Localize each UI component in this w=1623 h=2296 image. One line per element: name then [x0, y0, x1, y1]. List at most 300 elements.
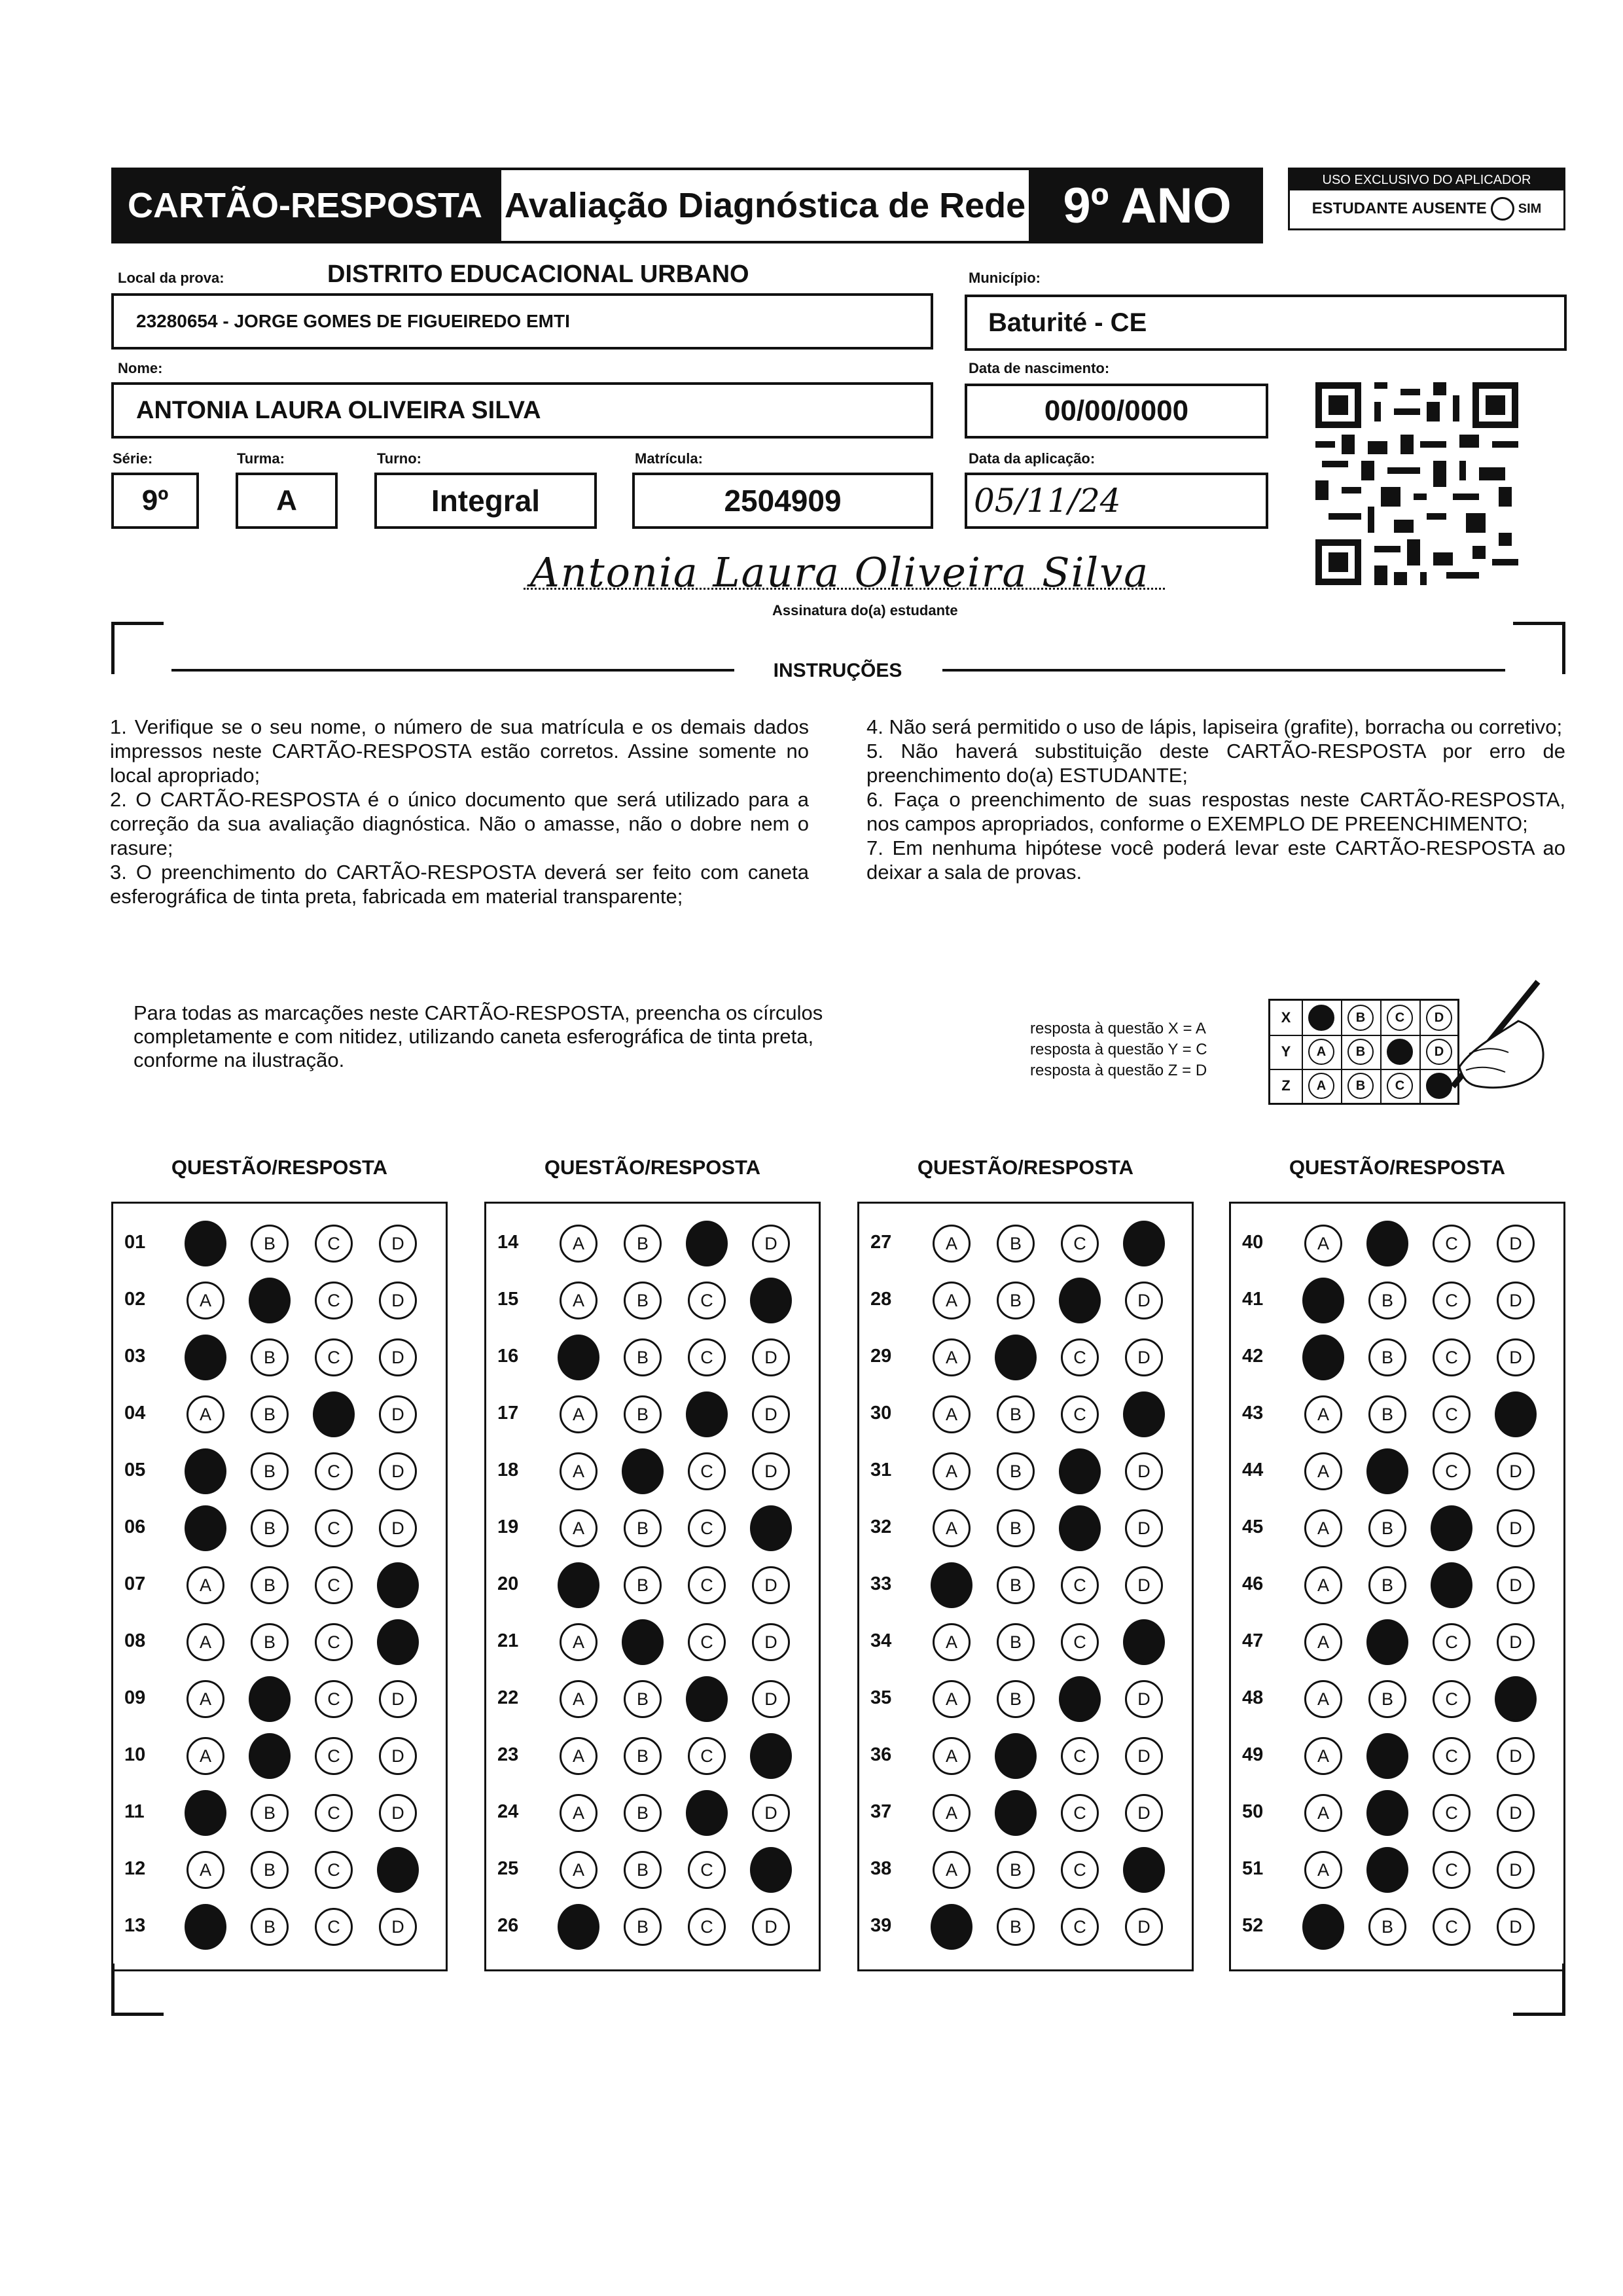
answer-bubble-20-c[interactable]: C: [688, 1566, 726, 1604]
answer-bubble-08-d[interactable]: [377, 1619, 419, 1665]
municipio-label: Município:: [969, 270, 1041, 286]
answer-bubble-38-c[interactable]: C: [1061, 1851, 1099, 1889]
instruction-1: 1. Verifique se o seu nome, o número de sua matrícula e os demais dados impressos neste CARTÃO-RESPOSTA estão corretos. Assine somente no local apropriado;: [110, 715, 809, 787]
answer-bubble-12-a[interactable]: A: [187, 1851, 224, 1889]
answer-bubble-11-b[interactable]: B: [251, 1794, 289, 1832]
example-bubble: C: [1387, 1073, 1413, 1099]
answer-bubble-30-b[interactable]: B: [997, 1395, 1035, 1433]
answer-bubble-08-c[interactable]: C: [315, 1623, 353, 1661]
column-title: QUESTÃO/RESPOSTA: [544, 1156, 761, 1179]
answer-bubble-26-b[interactable]: B: [624, 1908, 662, 1946]
answer-bubble-25-c[interactable]: C: [688, 1851, 726, 1889]
answer-bubble-24-c[interactable]: [686, 1790, 728, 1836]
answer-bubble-34-b[interactable]: B: [997, 1623, 1035, 1661]
answer-bubble-04-d[interactable]: D: [379, 1395, 417, 1433]
answer-bubble-11-d[interactable]: D: [379, 1794, 417, 1832]
answer-bubble-04-a[interactable]: A: [187, 1395, 224, 1433]
answer-bubble-01-a[interactable]: [185, 1221, 226, 1266]
answer-bubble-42-a[interactable]: [1302, 1335, 1344, 1380]
answer-bubble-03-d[interactable]: D: [379, 1338, 417, 1376]
answer-bubble-42-d[interactable]: D: [1497, 1338, 1535, 1376]
question-number: 28: [870, 1289, 892, 1310]
answer-bubble-52-c[interactable]: C: [1433, 1908, 1471, 1946]
answer-bubble-13-b[interactable]: B: [251, 1908, 289, 1946]
answer-bubble-43-d[interactable]: [1495, 1391, 1537, 1437]
answer-bubble-23-a[interactable]: A: [560, 1737, 597, 1775]
answer-bubble-27-c[interactable]: C: [1061, 1225, 1099, 1263]
answer-bubble-22-b[interactable]: B: [624, 1680, 662, 1718]
answer-bubble-51-b[interactable]: [1366, 1847, 1408, 1893]
answer-bubble-36-c[interactable]: C: [1061, 1737, 1099, 1775]
answer-bubble-33-a[interactable]: [931, 1562, 972, 1608]
answer-bubble-48-c[interactable]: C: [1433, 1680, 1471, 1718]
answer-bubble-02-a[interactable]: A: [187, 1282, 224, 1319]
answer-bubble-13-a[interactable]: [185, 1904, 226, 1950]
answer-bubble-06-b[interactable]: B: [251, 1509, 289, 1547]
answer-bubble-40-b[interactable]: [1366, 1221, 1408, 1266]
column-title: QUESTÃO/RESPOSTA: [171, 1156, 388, 1179]
answer-bubble-47-c[interactable]: C: [1433, 1623, 1471, 1661]
sim-label: SIM: [1518, 201, 1542, 216]
answer-bubble-40-a[interactable]: A: [1304, 1225, 1342, 1263]
answer-bubble-01-b[interactable]: B: [251, 1225, 289, 1263]
question-number: 01: [124, 1232, 146, 1253]
answer-bubble-09-d[interactable]: D: [379, 1680, 417, 1718]
answer-bubble-09-b[interactable]: [249, 1676, 291, 1722]
question-number: 15: [497, 1289, 519, 1310]
answer-bubble-32-c[interactable]: [1059, 1505, 1101, 1551]
answer-bubble-10-c[interactable]: C: [315, 1737, 353, 1775]
answer-bubble-14-c[interactable]: [686, 1221, 728, 1266]
answer-bubble-28-b[interactable]: B: [997, 1282, 1035, 1319]
answer-bubble-39-a[interactable]: [931, 1904, 972, 1950]
answer-bubble-29-c[interactable]: C: [1061, 1338, 1099, 1376]
question-number: 10: [124, 1744, 146, 1765]
answer-bubble-17-d[interactable]: D: [752, 1395, 790, 1433]
question-number: 19: [497, 1516, 519, 1537]
example-bubble: B: [1347, 1005, 1374, 1031]
qr-code: [1315, 382, 1518, 585]
answer-bubble-41-a[interactable]: [1302, 1278, 1344, 1323]
example-row-label: X: [1270, 1001, 1303, 1036]
ausente-bubble[interactable]: [1491, 197, 1514, 221]
answer-bubble-17-b[interactable]: B: [624, 1395, 662, 1433]
answer-bubble-37-a[interactable]: A: [933, 1794, 971, 1832]
question-number: 11: [124, 1801, 145, 1822]
answer-bubble-42-c[interactable]: C: [1433, 1338, 1471, 1376]
answer-bubble-32-a[interactable]: A: [933, 1509, 971, 1547]
answer-bubble-01-d[interactable]: D: [379, 1225, 417, 1263]
answer-bubble-23-c[interactable]: C: [688, 1737, 726, 1775]
answer-bubble-05-d[interactable]: D: [379, 1452, 417, 1490]
answer-bubble-40-c[interactable]: C: [1433, 1225, 1471, 1263]
question-number: 41: [1242, 1289, 1264, 1310]
corner-top-right: [1513, 622, 1565, 674]
question-number: 21: [497, 1630, 519, 1651]
answer-bubble-26-a[interactable]: [558, 1904, 599, 1950]
answer-bubble-49-a[interactable]: A: [1304, 1737, 1342, 1775]
answer-bubble-46-c[interactable]: [1431, 1562, 1472, 1608]
example-cell: [1380, 1001, 1421, 1036]
answer-bubble-27-d[interactable]: [1123, 1221, 1165, 1266]
answer-bubble-23-d[interactable]: [750, 1733, 792, 1779]
answer-bubble-25-d[interactable]: [750, 1847, 792, 1893]
answer-bubble-10-a[interactable]: A: [187, 1737, 224, 1775]
answer-bubble-13-d[interactable]: D: [379, 1908, 417, 1946]
example-line-x: resposta à questão X = A: [1030, 1020, 1206, 1037]
example-legend: [1030, 1018, 1207, 1081]
question-number: 44: [1242, 1460, 1264, 1480]
example-cell: [1302, 1035, 1342, 1070]
answer-bubble-15-b[interactable]: B: [624, 1282, 662, 1319]
answer-bubble-28-d[interactable]: D: [1125, 1282, 1163, 1319]
answer-bubble-02-c[interactable]: C: [315, 1282, 353, 1319]
answer-bubble-21-c[interactable]: C: [688, 1623, 726, 1661]
answer-bubble-51-d[interactable]: D: [1497, 1851, 1535, 1889]
answer-bubble-23-b[interactable]: B: [624, 1737, 662, 1775]
question-number: 04: [124, 1403, 146, 1424]
answer-bubble-16-c[interactable]: C: [688, 1338, 726, 1376]
answer-bubble-10-d[interactable]: D: [379, 1737, 417, 1775]
question-number: 50: [1242, 1801, 1264, 1822]
answer-bubble-51-a[interactable]: A: [1304, 1851, 1342, 1889]
answer-bubble-37-d[interactable]: D: [1125, 1794, 1163, 1832]
answer-bubble-36-d[interactable]: D: [1125, 1737, 1163, 1775]
local-label: Local da prova:: [118, 270, 224, 286]
answer-bubble-41-c[interactable]: C: [1433, 1282, 1471, 1319]
answer-bubble-12-d[interactable]: [377, 1847, 419, 1893]
serie-field: 9º: [111, 473, 199, 529]
answer-bubble-31-b[interactable]: B: [997, 1452, 1035, 1490]
answer-bubble-44-a[interactable]: A: [1304, 1452, 1342, 1490]
answer-bubble-16-a[interactable]: [558, 1335, 599, 1380]
answer-bubble-44-d[interactable]: D: [1497, 1452, 1535, 1490]
answer-bubble-29-d[interactable]: D: [1125, 1338, 1163, 1376]
answer-bubble-35-d[interactable]: D: [1125, 1680, 1163, 1718]
answer-bubble-46-d[interactable]: D: [1497, 1566, 1535, 1604]
answer-bubble-05-a[interactable]: [185, 1448, 226, 1494]
answer-bubble-28-c[interactable]: [1059, 1278, 1101, 1323]
question-number: 24: [497, 1801, 519, 1822]
instruction-7: 7. Em nenhuma hipótese você poderá levar este CARTÃO-RESPOSTA ao deixar a sala de provas.: [866, 836, 1565, 884]
matricula-label: Matrícula:: [635, 450, 703, 467]
answer-bubble-02-b[interactable]: [249, 1278, 291, 1323]
answer-bubble-16-b[interactable]: B: [624, 1338, 662, 1376]
answer-bubble-36-b[interactable]: [995, 1733, 1037, 1779]
answer-bubble-30-c[interactable]: C: [1061, 1395, 1099, 1433]
example-cell: [1380, 1069, 1421, 1103]
answer-bubble-12-c[interactable]: C: [315, 1851, 353, 1889]
answer-bubble-32-b[interactable]: B: [997, 1509, 1035, 1547]
answer-bubble-39-b[interactable]: B: [997, 1908, 1035, 1946]
aplicacao-label: Data da aplicação:: [969, 450, 1096, 467]
answer-bubble-13-c[interactable]: C: [315, 1908, 353, 1946]
question-number: 49: [1242, 1744, 1264, 1765]
answer-bubble-33-c[interactable]: C: [1061, 1566, 1099, 1604]
answer-bubble-07-b[interactable]: B: [251, 1566, 289, 1604]
column-title: QUESTÃO/RESPOSTA: [917, 1156, 1134, 1179]
answer-bubble-07-a[interactable]: A: [187, 1566, 224, 1604]
question-number: 13: [124, 1915, 146, 1936]
answer-bubble-16-d[interactable]: D: [752, 1338, 790, 1376]
answer-bubble-06-a[interactable]: [185, 1505, 226, 1551]
answer-bubble-28-a[interactable]: A: [933, 1282, 971, 1319]
nome-field: ANTONIA LAURA OLIVEIRA SILVA: [111, 382, 933, 439]
answer-bubble-18-b[interactable]: [622, 1448, 664, 1494]
serie-label: Série:: [113, 450, 153, 467]
answer-bubble-18-a[interactable]: A: [560, 1452, 597, 1490]
answer-bubble-09-a[interactable]: A: [187, 1680, 224, 1718]
answer-bubble-34-c[interactable]: C: [1061, 1623, 1099, 1661]
question-number: 52: [1242, 1915, 1264, 1936]
instructions-right: [866, 715, 1565, 884]
answer-bubble-30-d[interactable]: [1123, 1391, 1165, 1437]
answer-bubble-15-c[interactable]: C: [688, 1282, 726, 1319]
answer-bubble-50-a[interactable]: A: [1304, 1794, 1342, 1832]
answer-bubble-14-d[interactable]: D: [752, 1225, 790, 1263]
question-number: 17: [497, 1403, 519, 1424]
answer-bubble-02-d[interactable]: D: [379, 1282, 417, 1319]
answer-bubble-24-a[interactable]: A: [560, 1794, 597, 1832]
answer-bubble-22-d[interactable]: D: [752, 1680, 790, 1718]
question-number: 47: [1242, 1630, 1264, 1651]
example-bubble: A: [1308, 1073, 1334, 1099]
answer-bubble-36-a[interactable]: A: [933, 1737, 971, 1775]
turno-label: Turno:: [377, 450, 422, 467]
answer-bubble-49-c[interactable]: C: [1433, 1737, 1471, 1775]
answer-bubble-07-c[interactable]: C: [315, 1566, 353, 1604]
answer-bubble-34-d[interactable]: [1123, 1619, 1165, 1665]
example-cell: [1302, 1001, 1342, 1036]
answer-bubble-03-c[interactable]: C: [315, 1338, 353, 1376]
instruction-6: 6. Faça o preenchimento de suas respostas neste CARTÃO-RESPOSTA, nos campos apropriados, conforme o EXEMPLO DE PREENCHIMENTO;: [866, 788, 1565, 835]
answer-bubble-20-d[interactable]: D: [752, 1566, 790, 1604]
answer-bubble-51-c[interactable]: C: [1433, 1851, 1471, 1889]
answer-bubble-20-b[interactable]: B: [624, 1566, 662, 1604]
example-bubble: B: [1347, 1073, 1374, 1099]
answer-bubble-15-a[interactable]: A: [560, 1282, 597, 1319]
answer-bubble-26-d[interactable]: D: [752, 1908, 790, 1946]
answer-bubble-47-d[interactable]: D: [1497, 1623, 1535, 1661]
uso-exclusivo-box: [1288, 168, 1565, 230]
answer-bubble-21-d[interactable]: D: [752, 1623, 790, 1661]
example-bubble: A: [1308, 1039, 1334, 1065]
answer-bubble-31-c[interactable]: [1059, 1448, 1101, 1494]
example-bubble: [1387, 1039, 1413, 1065]
turno-field: Integral: [374, 473, 597, 529]
question-number: 31: [870, 1460, 892, 1480]
example-row-label: Z: [1270, 1069, 1303, 1103]
question-number: 29: [870, 1346, 892, 1367]
example-bubble: [1308, 1005, 1334, 1031]
assinatura-label: Assinatura do(a) estudante: [772, 602, 958, 619]
answer-bubble-47-a[interactable]: A: [1304, 1623, 1342, 1661]
question-number: 25: [497, 1858, 519, 1879]
question-number: 40: [1242, 1232, 1264, 1253]
escola-field: 23280654 - JORGE GOMES DE FIGUEIREDO EMTI: [111, 293, 933, 350]
answer-bubble-35-c[interactable]: [1059, 1676, 1101, 1722]
answer-bubble-12-b[interactable]: B: [251, 1851, 289, 1889]
answer-bubble-39-c[interactable]: C: [1061, 1908, 1099, 1946]
answer-bubble-52-b[interactable]: B: [1368, 1908, 1406, 1946]
answer-bubble-25-a[interactable]: A: [560, 1851, 597, 1889]
answer-bubble-07-d[interactable]: [377, 1562, 419, 1608]
answer-bubble-29-b[interactable]: [995, 1335, 1037, 1380]
answer-bubble-35-b[interactable]: B: [997, 1680, 1035, 1718]
answer-bubble-26-c[interactable]: C: [688, 1908, 726, 1946]
answer-bubble-03-a[interactable]: [185, 1335, 226, 1380]
answer-bubble-45-b[interactable]: B: [1368, 1509, 1406, 1547]
answer-bubble-41-d[interactable]: D: [1497, 1282, 1535, 1319]
answer-bubble-25-b[interactable]: B: [624, 1851, 662, 1889]
nascimento-field: 00/00/0000: [965, 384, 1268, 439]
answer-bubble-32-d[interactable]: D: [1125, 1509, 1163, 1547]
answer-bubble-10-b[interactable]: [249, 1733, 291, 1779]
answer-bubble-37-b[interactable]: [995, 1790, 1037, 1836]
answer-bubble-22-a[interactable]: A: [560, 1680, 597, 1718]
answer-bubble-52-a[interactable]: [1302, 1904, 1344, 1950]
answer-bubble-08-b[interactable]: B: [251, 1623, 289, 1661]
answer-bubble-45-d[interactable]: D: [1497, 1509, 1535, 1547]
answer-bubble-35-a[interactable]: A: [933, 1680, 971, 1718]
example-cell: [1341, 1069, 1382, 1103]
answer-bubble-45-c[interactable]: [1431, 1505, 1472, 1551]
nome-label: Nome:: [118, 360, 163, 376]
example-box: [1268, 999, 1459, 1105]
answer-bubble-09-c[interactable]: C: [315, 1680, 353, 1718]
answer-bubble-43-b[interactable]: B: [1368, 1395, 1406, 1433]
answer-bubble-33-d[interactable]: D: [1125, 1566, 1163, 1604]
example-cell: [1341, 1001, 1382, 1036]
answer-bubble-11-c[interactable]: C: [315, 1794, 353, 1832]
question-number: 32: [870, 1516, 892, 1537]
answer-bubble-06-c[interactable]: C: [315, 1509, 353, 1547]
question-number: 22: [497, 1687, 519, 1708]
answer-bubble-22-c[interactable]: [686, 1676, 728, 1722]
answer-bubble-29-a[interactable]: A: [933, 1338, 971, 1376]
column-title: QUESTÃO/RESPOSTA: [1289, 1156, 1506, 1179]
answer-bubble-41-b[interactable]: B: [1368, 1282, 1406, 1319]
answer-bubble-37-c[interactable]: C: [1061, 1794, 1099, 1832]
answer-bubble-20-a[interactable]: [558, 1562, 599, 1608]
answer-bubble-44-b[interactable]: [1366, 1448, 1408, 1494]
answer-bubble-27-b[interactable]: B: [997, 1225, 1035, 1263]
answer-bubble-11-a[interactable]: [185, 1790, 226, 1836]
answer-bubble-14-a[interactable]: A: [560, 1225, 597, 1263]
marking-instruction: Para todas as marcações neste CARTÃO-RESPOSTA, preencha os círculos completamente e com nitidez, utilizando caneta esferográfica de tinta preta, conforme na ilustração.: [134, 1001, 823, 1071]
answer-bubble-48-b[interactable]: B: [1368, 1680, 1406, 1718]
answer-bubble-19-b[interactable]: B: [624, 1509, 662, 1547]
question-number: 23: [497, 1744, 519, 1765]
answer-bubble-42-b[interactable]: B: [1368, 1338, 1406, 1376]
assinatura: Antonia Laura Oliveira Silva: [530, 548, 1150, 596]
example-bubble: D: [1426, 1039, 1452, 1065]
answer-bubble-08-a[interactable]: A: [187, 1623, 224, 1661]
answer-bubble-17-c[interactable]: [686, 1391, 728, 1437]
answer-bubble-24-d[interactable]: D: [752, 1794, 790, 1832]
answer-bubble-03-b[interactable]: B: [251, 1338, 289, 1376]
answer-bubble-40-d[interactable]: D: [1497, 1225, 1535, 1263]
answer-bubble-17-a[interactable]: A: [560, 1395, 597, 1433]
answer-bubble-38-a[interactable]: A: [933, 1851, 971, 1889]
answer-bubble-52-d[interactable]: D: [1497, 1908, 1535, 1946]
answer-bubble-49-d[interactable]: D: [1497, 1737, 1535, 1775]
example-bubble: D: [1426, 1005, 1452, 1031]
answer-bubble-24-b[interactable]: B: [624, 1794, 662, 1832]
question-number: 03: [124, 1346, 146, 1367]
answer-bubble-46-a[interactable]: A: [1304, 1566, 1342, 1604]
title-avaliacao: Avaliação Diagnóstica de Rede: [499, 168, 1031, 243]
answer-bubble-31-a[interactable]: A: [933, 1452, 971, 1490]
answer-bubble-01-c[interactable]: C: [315, 1225, 353, 1263]
answer-bubble-04-b[interactable]: B: [251, 1395, 289, 1433]
answer-bubble-19-a[interactable]: A: [560, 1509, 597, 1547]
answer-bubble-18-c[interactable]: C: [688, 1452, 726, 1490]
answer-bubble-38-b[interactable]: B: [997, 1851, 1035, 1889]
example-line-y: resposta à questão Y = C: [1030, 1041, 1207, 1058]
answer-bubble-18-d[interactable]: D: [752, 1452, 790, 1490]
answer-bubble-19-c[interactable]: C: [688, 1509, 726, 1547]
answer-bubble-45-a[interactable]: A: [1304, 1509, 1342, 1547]
question-number: 16: [497, 1346, 519, 1367]
answer-bubble-39-d[interactable]: D: [1125, 1908, 1163, 1946]
answer-bubble-50-d[interactable]: D: [1497, 1794, 1535, 1832]
answer-bubble-05-c[interactable]: C: [315, 1452, 353, 1490]
answer-bubble-05-b[interactable]: B: [251, 1452, 289, 1490]
answer-bubble-50-c[interactable]: C: [1433, 1794, 1471, 1832]
question-number: 20: [497, 1573, 519, 1594]
answer-bubble-21-a[interactable]: A: [560, 1623, 597, 1661]
answer-bubble-46-b[interactable]: B: [1368, 1566, 1406, 1604]
answer-bubble-43-a[interactable]: A: [1304, 1395, 1342, 1433]
answer-bubble-21-b[interactable]: [622, 1619, 664, 1665]
answer-bubble-43-c[interactable]: C: [1433, 1395, 1471, 1433]
estudante-ausente-label: ESTUDANTE AUSENTE: [1311, 200, 1487, 217]
answer-bubble-44-c[interactable]: C: [1433, 1452, 1471, 1490]
question-number: 36: [870, 1744, 892, 1765]
answer-bubble-50-b[interactable]: [1366, 1790, 1408, 1836]
hand-pen-icon: [1433, 975, 1551, 1100]
answer-bubble-06-d[interactable]: D: [379, 1509, 417, 1547]
answer-bubble-48-d[interactable]: [1495, 1676, 1537, 1722]
answer-bubble-33-b[interactable]: B: [997, 1566, 1035, 1604]
answer-bubble-49-b[interactable]: [1366, 1733, 1408, 1779]
question-number: 26: [497, 1915, 519, 1936]
answer-bubble-04-c[interactable]: [313, 1391, 355, 1437]
question-number: 48: [1242, 1687, 1264, 1708]
example-bubble: B: [1347, 1039, 1374, 1065]
question-number: 34: [870, 1630, 892, 1651]
answer-bubble-19-d[interactable]: [750, 1505, 792, 1551]
municipio-field: Baturité - CE: [965, 295, 1567, 351]
answer-bubble-14-b[interactable]: B: [624, 1225, 662, 1263]
question-number: 08: [124, 1630, 146, 1651]
instruction-5: 5. Não haverá substituição deste CARTÃO-RESPOSTA por erro de preenchimento do(a) ESTUDANTE;: [866, 740, 1565, 787]
answer-bubble-30-a[interactable]: A: [933, 1395, 971, 1433]
answer-bubble-31-d[interactable]: D: [1125, 1452, 1163, 1490]
answer-bubble-27-a[interactable]: A: [933, 1225, 971, 1263]
question-number: 12: [124, 1858, 146, 1879]
instrucoes-title: INSTRUÇÕES: [773, 660, 902, 681]
example-cell: [1380, 1035, 1421, 1070]
answer-bubble-15-d[interactable]: [750, 1278, 792, 1323]
answer-bubble-38-d[interactable]: [1123, 1847, 1165, 1893]
corner-bottom-left: [111, 1964, 164, 2016]
answer-bubble-48-a[interactable]: A: [1304, 1680, 1342, 1718]
question-number: 42: [1242, 1346, 1264, 1367]
answer-bubble-47-b[interactable]: [1366, 1619, 1408, 1665]
answer-bubble-34-a[interactable]: A: [933, 1623, 971, 1661]
